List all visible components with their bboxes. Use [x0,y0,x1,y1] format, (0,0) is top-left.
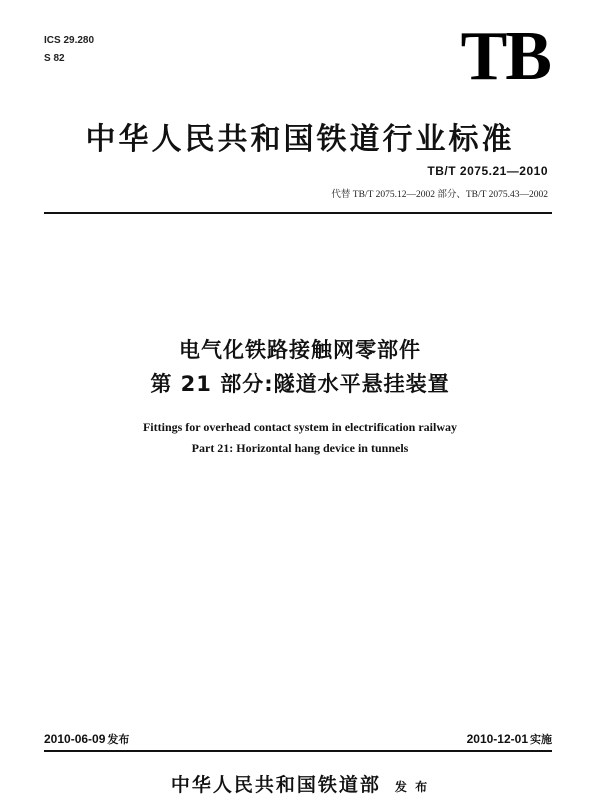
standard-number: TB/T 2075.21—2010 [427,164,548,178]
issue-date-value: 2010-06-09 [44,732,106,746]
ics-code: ICS 29.280 [44,35,95,46]
tb-logo: TB [460,18,550,95]
industry-standard-title: 中华人民共和国铁道行业标准 [85,122,515,157]
issuer-name: 中华人民共和国铁道部 [170,774,381,796]
issue-date [44,731,129,747]
cn-title-line2: 第 21 部分:隧道水平悬挂装置 [150,372,450,396]
effective-date-value: 2010-12-01 [466,732,528,746]
issuer-block [0,770,600,797]
effective-label: 实施 [530,733,552,746]
effective-date [467,731,552,747]
class-code: S 82 [44,53,65,64]
cn-title-line1: 电气化铁路接触网零部件 [179,338,421,362]
issuer-action: 发 布 [394,780,430,794]
en-title-line2: Part 21: Horizontal hang device in tunnels [191,441,409,455]
header-divider [44,212,552,214]
issue-label: 发布 [107,733,130,746]
classification-codes [44,32,94,68]
en-title-line1: Fittings for overhead contact system in electrification railway [142,420,458,434]
replaces-note: 代替 TB/T 2075.12—2002 部分、TB/T 2075.43—2002 [331,190,548,200]
footer-divider [44,750,552,752]
